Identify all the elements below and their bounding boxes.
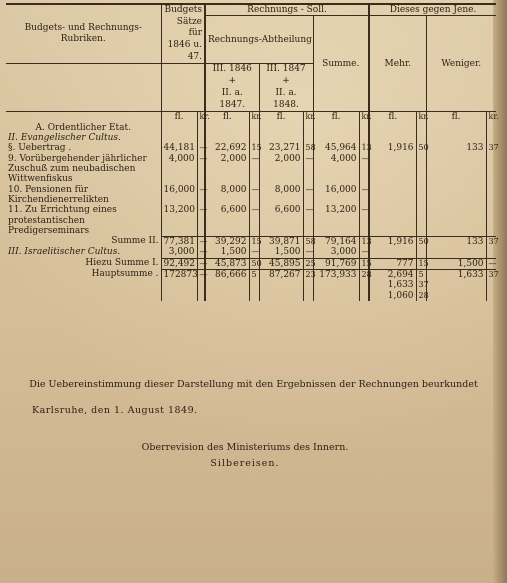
cell-weniger: 1,500: [426, 258, 486, 269]
authority: Oberrevision des Ministeriums des Innern.: [141, 442, 349, 453]
cell-mk: [416, 133, 426, 143]
cell-sum: 4,000: [313, 154, 359, 185]
cell-b: 6,600: [259, 205, 303, 236]
cell-sum: 91,769: [313, 258, 359, 269]
table-row: [6, 280, 496, 290]
row-label: [6, 291, 161, 301]
cell-budget: 3,000: [161, 247, 197, 258]
cell-bk: [303, 133, 313, 143]
cell-weniger: 133: [426, 236, 486, 247]
cell-bk0: [197, 291, 205, 301]
cell-mehr: 1,916: [369, 236, 416, 247]
unit-kr: kr.: [359, 112, 369, 123]
cell-b: [259, 133, 303, 143]
unit-kr: kr.: [416, 112, 426, 123]
cell-b: [259, 280, 303, 290]
table-row: [6, 291, 496, 301]
cell-a: [205, 123, 249, 133]
cell-weniger: [426, 280, 486, 290]
cell-wk: [486, 247, 496, 258]
unit-fl: fl.: [161, 112, 197, 123]
cell-weniger: [426, 154, 486, 185]
cell-budget: 92,492: [161, 258, 197, 269]
cell-mk: [416, 154, 426, 185]
cell-sum: 79,164: [313, 236, 359, 247]
cell-mk: 15: [416, 258, 426, 269]
cell-sum: 13,200: [313, 205, 359, 236]
cell-sk: —: [359, 154, 369, 185]
table-row: [6, 185, 496, 206]
cell-mk: [416, 247, 426, 258]
unit-fl: fl.: [205, 112, 249, 123]
cell-bk: 58: [303, 236, 313, 247]
cell-bk0: —: [197, 236, 205, 247]
cell-budget: 77,381: [161, 236, 197, 247]
table-row: [6, 133, 496, 143]
header-rechnungs-soll: Rechnungs - Soll.: [205, 4, 369, 16]
cell-bk0: —: [197, 185, 205, 206]
cell-weniger: [426, 133, 486, 143]
cell-ak: 50: [249, 258, 259, 269]
row-label: A. Ordentlicher Etat.: [35, 122, 131, 133]
table-row: [6, 236, 496, 247]
cell-wk: —: [486, 258, 496, 269]
cell-budget: [161, 123, 197, 133]
cell-mk: 5: [416, 269, 426, 280]
cell-mehr: [369, 247, 416, 258]
cell-mk: 50: [416, 143, 426, 153]
cell-mehr: [369, 154, 416, 185]
cell-sum: [313, 133, 359, 143]
cell-a: 22,692: [205, 143, 249, 153]
cell-b: 45,895: [259, 258, 303, 269]
cell-mk: [416, 123, 426, 133]
cell-sk: [359, 133, 369, 143]
cell-b: 2,000: [259, 154, 303, 185]
cell-ak: [249, 280, 259, 290]
cell-bk0: [197, 280, 205, 290]
cell-budget: 4,000: [161, 154, 197, 185]
cell-wk: [486, 154, 496, 185]
row-label: 11. Zu Errichtung eines protestantischen Predigerseminars: [8, 205, 117, 236]
cell-bk0: —: [197, 269, 205, 280]
cell-sum: 173,933: [313, 269, 359, 280]
cell-mehr: [369, 205, 416, 236]
cell-ak: [249, 291, 259, 301]
cell-a: 45,873: [205, 258, 249, 269]
cell-mehr: [369, 133, 416, 143]
row-label: 10. Pensionen für Kirchendienerrelikten: [8, 184, 109, 205]
cell-sk: —: [359, 247, 369, 258]
cell-ak: —: [249, 185, 259, 206]
table-row: [6, 247, 496, 258]
cell-budget: 16,000: [161, 185, 197, 206]
cell-bk: [303, 123, 313, 133]
header-mehr: Mehr.: [369, 16, 426, 112]
cell-sum: [313, 291, 359, 301]
cell-a: [205, 133, 249, 143]
cell-sum: [313, 123, 359, 133]
cell-mk: 28: [416, 291, 426, 301]
row-label: Summe II.: [111, 236, 159, 247]
header-budgets: Budgets Sätze für 1846 u. 47.: [161, 4, 205, 64]
cell-sum: [313, 280, 359, 290]
header-rubriken: Budgets- und Rechnungs- Rubriken.: [6, 4, 161, 64]
cell-b: 23,271: [259, 143, 303, 153]
cell-wk: [486, 123, 496, 133]
cell-bk: —: [303, 185, 313, 206]
cell-wk: 37: [486, 236, 496, 247]
row-label: II. Evangelischer Cultus.: [8, 132, 121, 143]
cell-ak: [249, 123, 259, 133]
cell-mehr: 1,633: [369, 280, 416, 290]
row-label: Hauptsumme .: [91, 269, 159, 280]
unit-kr: kr.: [486, 112, 496, 123]
cell-a: [205, 280, 249, 290]
cell-ak: —: [249, 205, 259, 236]
cell-ak: —: [249, 154, 259, 185]
cell-budget: [161, 280, 197, 290]
cell-mk: 37: [416, 280, 426, 290]
cell-a: 39,292: [205, 236, 249, 247]
cell-sk: [359, 280, 369, 290]
cell-mehr: 1,916: [369, 143, 416, 153]
cell-budget: [161, 291, 197, 301]
cell-sk: 13: [359, 143, 369, 153]
cell-a: 2,000: [205, 154, 249, 185]
cell-b: 8,000: [259, 185, 303, 206]
cell-sk: 28: [359, 269, 369, 280]
cell-ak: 5: [249, 269, 259, 280]
cell-weniger: [426, 247, 486, 258]
cell-weniger: [426, 205, 486, 236]
cell-bk: 25: [303, 258, 313, 269]
table-row: [6, 154, 496, 185]
unit-fl: fl.: [313, 112, 359, 123]
table-row: [6, 269, 496, 280]
cell-bk: —: [303, 205, 313, 236]
cell-bk: 23: [303, 269, 313, 280]
cell-b: 1,500: [259, 247, 303, 258]
unit-kr: kr.: [249, 112, 259, 123]
cell-bk0: —: [197, 247, 205, 258]
unit-kr: kr.: [197, 112, 205, 123]
header-rechnungs-abtheilung: Rechnungs-Abtheilung: [205, 16, 313, 64]
cell-wk: 37: [486, 269, 496, 280]
cell-ak: —: [249, 247, 259, 258]
row-label: 9. Vorübergehender jährlicher Zuschuß zum neubadischen Wittwenfiskus: [8, 153, 147, 185]
cell-weniger: [426, 123, 486, 133]
table-body: [6, 122, 499, 301]
table-row: [6, 205, 496, 236]
cell-wk: 37: [486, 143, 496, 153]
row-label: Hiezu Summe I.: [85, 258, 159, 268]
row-label: [6, 280, 161, 290]
cell-a: 6,600: [205, 205, 249, 236]
cell-wk: [486, 291, 496, 301]
cell-a: 86,666: [205, 269, 249, 280]
cell-bk: —: [303, 154, 313, 185]
units-row: [6, 112, 496, 123]
certification-statement: Die Uebereinstimmung dieser Darstellung mit den Ergebnissen der Rechnungen beurkundet: [29, 379, 478, 390]
cell-b: [259, 123, 303, 133]
cell-mk: [416, 205, 426, 236]
cell-wk: [486, 133, 496, 143]
cell-weniger: 1,633: [426, 269, 486, 280]
cell-mehr: [369, 123, 416, 133]
cell-bk0: —: [197, 205, 205, 236]
cell-mk: [416, 185, 426, 206]
cell-weniger: [426, 291, 486, 301]
cell-sk: —: [359, 205, 369, 236]
unit-fl: fl.: [426, 112, 486, 123]
cell-bk: 58: [303, 143, 313, 153]
cell-budget: [161, 133, 197, 143]
unit-kr: kr.: [303, 112, 313, 123]
signature: Silbereisen.: [210, 458, 280, 469]
cell-bk: —: [303, 247, 313, 258]
header-1847: III. 1847 + II. a. 1848.: [259, 64, 313, 112]
cell-wk: [486, 185, 496, 206]
cell-bk: [303, 291, 313, 301]
cell-sk: 15: [359, 258, 369, 269]
row-label: §. Uebertrag .: [8, 143, 72, 154]
cell-sk: [359, 123, 369, 133]
cell-a: 8,000: [205, 185, 249, 206]
cell-budget: 172873: [161, 269, 197, 280]
header-summe: Summe.: [313, 16, 369, 112]
cell-ak: 15: [249, 143, 259, 153]
cell-a: [205, 291, 249, 301]
table-row: [6, 123, 496, 133]
cell-mehr: 2,694: [369, 269, 416, 280]
cell-wk: [486, 205, 496, 236]
cell-budget: 44,181: [161, 143, 197, 153]
cell-bk0: [197, 123, 205, 133]
table-row: [6, 143, 496, 153]
budget-table: [6, 3, 499, 301]
cell-mehr: [369, 185, 416, 206]
cell-weniger: [426, 185, 486, 206]
cell-sk: —: [359, 185, 369, 206]
cell-mk: 50: [416, 236, 426, 247]
table-row: [6, 258, 496, 269]
cell-bk: [303, 280, 313, 290]
cell-sum: 16,000: [313, 185, 359, 206]
cell-budget: 13,200: [161, 205, 197, 236]
cell-b: 39,871: [259, 236, 303, 247]
unit-fl: fl.: [369, 112, 416, 123]
cell-bk0: —: [197, 258, 205, 269]
cell-wk: [486, 280, 496, 290]
cell-sum: 45,964: [313, 143, 359, 153]
unit-fl: fl.: [259, 112, 303, 123]
cell-sk: 13: [359, 236, 369, 247]
cell-bk0: [197, 133, 205, 143]
cell-sum: 3,000: [313, 247, 359, 258]
header-dieses-gegen-jene: Dieses gegen Jene.: [369, 4, 496, 16]
place-date: Karlsruhe, den 1. August 1849.: [32, 405, 198, 416]
header-weniger: Weniger.: [426, 16, 496, 112]
cell-b: [259, 291, 303, 301]
cell-mehr: 1,060: [369, 291, 416, 301]
cell-a: 1,500: [205, 247, 249, 258]
cell-bk0: —: [197, 143, 205, 153]
cell-mehr: 777: [369, 258, 416, 269]
cell-sk: [359, 291, 369, 301]
cell-bk0: —: [197, 154, 205, 185]
cell-b: 87,267: [259, 269, 303, 280]
cell-ak: [249, 133, 259, 143]
cell-weniger: 133: [426, 143, 486, 153]
cell-ak: 15: [249, 236, 259, 247]
header-1846: III. 1846 + II. a. 1847.: [205, 64, 259, 112]
row-label: III. Israelitischer Cultus.: [8, 247, 121, 258]
